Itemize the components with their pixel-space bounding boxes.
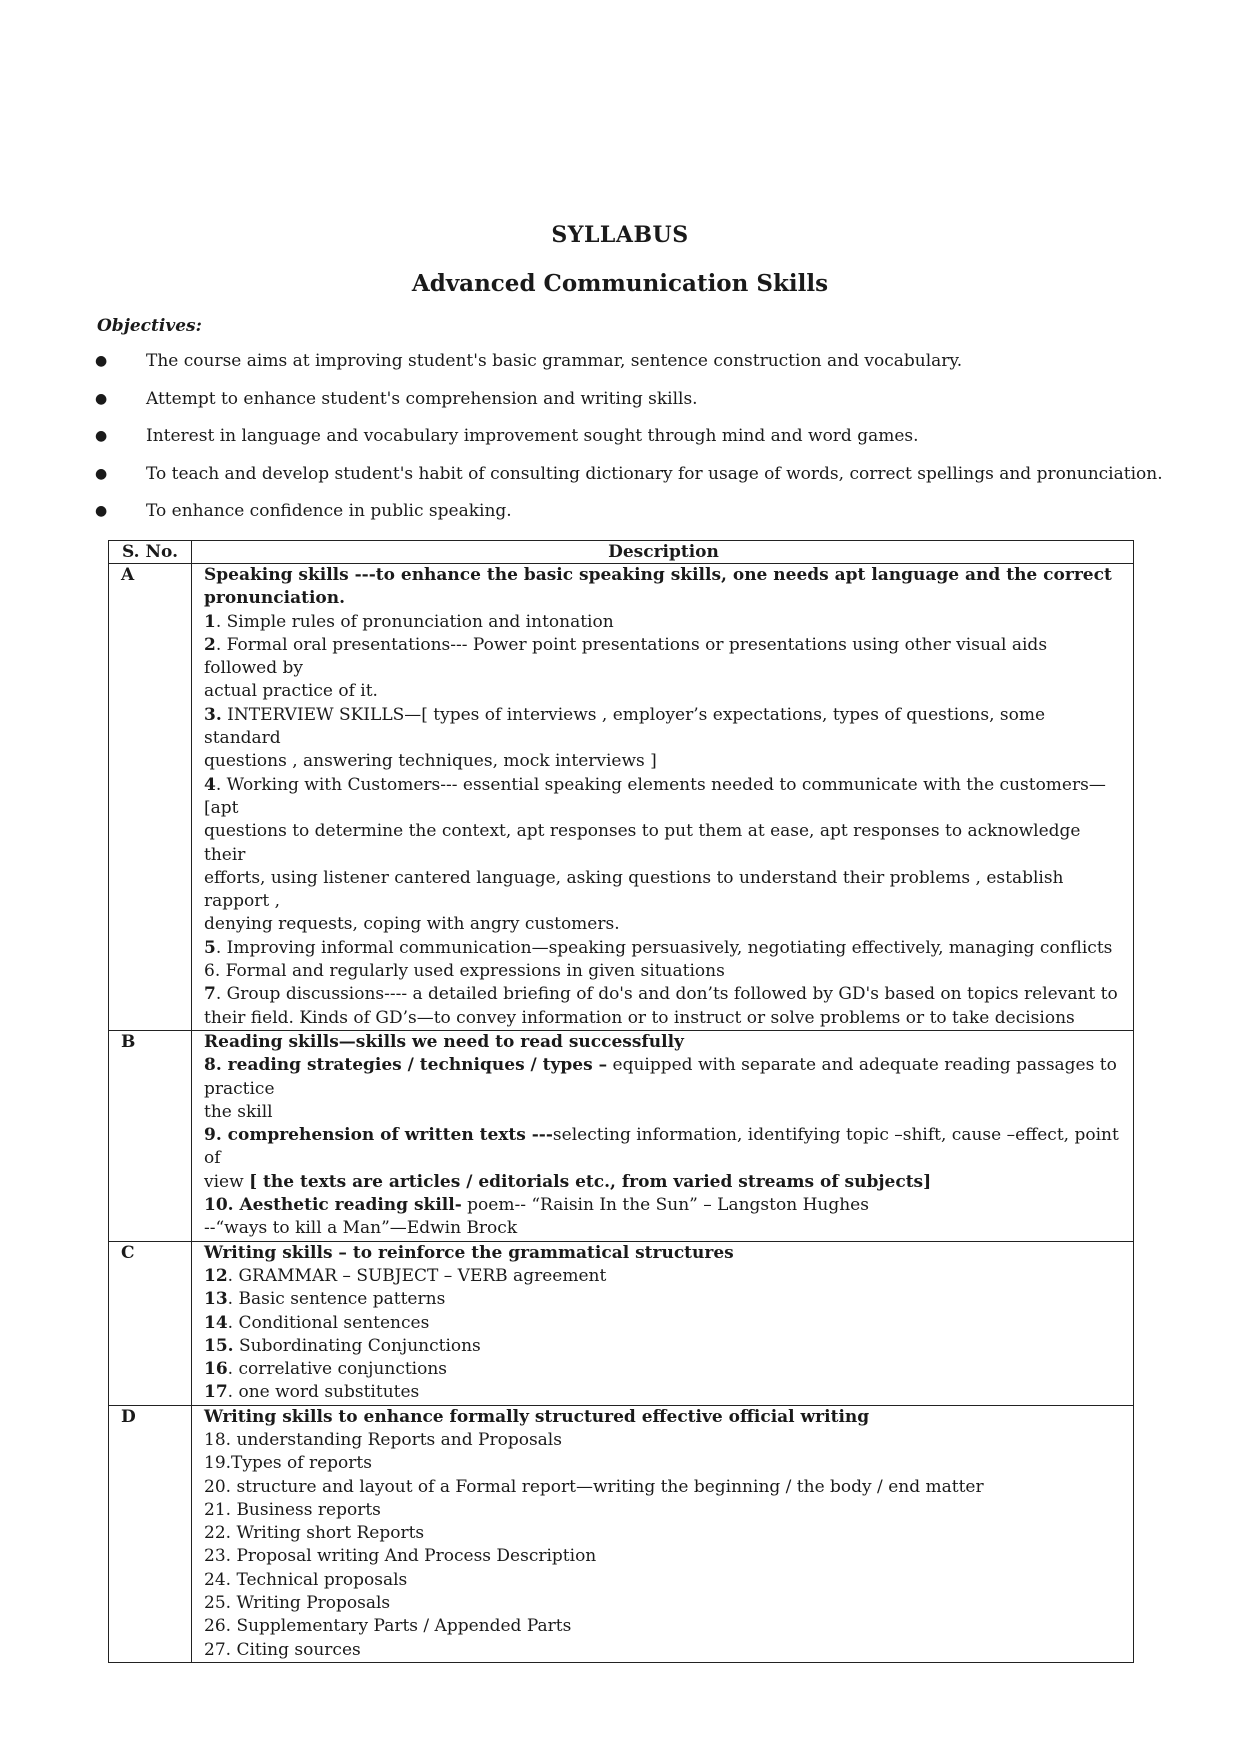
plain-text: actual practice of it. [204, 681, 378, 702]
bold-text: 14 [204, 1312, 228, 1333]
description-line [204, 1054, 1123, 1101]
plain-text: poem-- “Raisin In the Sun” – Langston Hughes [461, 1195, 869, 1216]
plain-text: 23. Proposal writing And Process Description [204, 1546, 597, 1567]
plain-text: 22. Writing short Reports [204, 1523, 425, 1544]
plain-text: the skill [204, 1101, 273, 1122]
bold-text: Reading skills—skills we need to read successfully [204, 1031, 684, 1052]
bullet-icon: ● [95, 465, 108, 482]
bold-text: 5 [204, 937, 216, 958]
row-sno: A [109, 564, 192, 1031]
bold-text: 8. reading strategies / techniques / types – [204, 1055, 608, 1076]
description-line [204, 1381, 1123, 1404]
plain-text: equipped with separate and adequate reading passages to practice [204, 1055, 1117, 1099]
plain-text: 20. structure and layout of a Formal report—writing the beginning / the body / end matter [204, 1476, 984, 1497]
bold-text: 13 [204, 1289, 228, 1310]
description-line [204, 634, 1123, 681]
bold-text: 3. [204, 704, 222, 725]
description-line [204, 1031, 1123, 1054]
description-line [204, 704, 1123, 751]
plain-text: view [204, 1171, 250, 1192]
description-line [204, 1545, 1123, 1568]
plain-text: 26. Supplementary Parts / Appended Parts [204, 1616, 572, 1637]
description-line [204, 1265, 1123, 1288]
bullet-icon: ● [95, 503, 108, 519]
description-line [204, 1429, 1123, 1452]
description-line [204, 750, 1123, 773]
bullet-icon: ● [95, 390, 108, 407]
bold-text: [ the texts are articles / editorials etc., from varied streams of subjects] [249, 1171, 932, 1192]
plain-text: selecting information, identifying topic –shift, cause –effect, point of [204, 1125, 1119, 1169]
description-line [204, 1406, 1123, 1429]
list-item [0, 499, 1240, 537]
list-item [0, 462, 1240, 500]
description-line [204, 960, 1123, 983]
plain-text: INTERVIEW SKILLS—[ types of interviews , employer’s expectations, types of questions, some standard [204, 704, 1046, 749]
plain-text: . Simple rules of pronunciation and intonation [215, 611, 614, 632]
description-line [204, 1639, 1123, 1662]
plain-text: . one word substitutes [227, 1382, 420, 1403]
list-item [0, 349, 1240, 387]
description-line [204, 680, 1123, 703]
description-line [204, 1452, 1123, 1475]
page-title: SYLLABUS [551, 222, 689, 248]
course-title: Advanced Communication Skills [411, 270, 829, 297]
description-line [204, 937, 1123, 960]
plain-text: questions , answering techniques, mock interviews ] [204, 751, 657, 772]
description-line [204, 1171, 1123, 1194]
description-line [204, 867, 1123, 914]
plain-text: 24. Technical proposals [204, 1569, 408, 1590]
plain-text: questions to determine the context, apt responses to put them at ease, apt responses to acknowledge their [204, 821, 1081, 865]
table-row [109, 1030, 1134, 1241]
objective-text: Attempt to enhance student's comprehension and writing skills. [146, 388, 698, 409]
objective-text: To enhance confidence in public speaking. [146, 501, 512, 521]
objective-text: The course aims at improving student's basic grammar, sentence construction and vocabulary. [146, 351, 963, 371]
table-row [109, 1405, 1134, 1662]
bold-text: 7 [204, 984, 216, 1005]
table-body [109, 564, 1134, 1663]
row-sno: B [109, 1030, 192, 1241]
description-line [204, 1615, 1123, 1638]
table-header-row [109, 541, 1134, 564]
description-line [204, 1592, 1123, 1615]
description-line [204, 1522, 1123, 1545]
header-description: Description [192, 541, 1134, 564]
objective-text: Interest in language and vocabulary improvement sought through mind and word games. [146, 426, 919, 446]
description-line [204, 1358, 1123, 1381]
plain-text: --“ways to kill a Man”—Edwin Brock [204, 1218, 518, 1239]
bold-text: 15. [204, 1335, 234, 1356]
plain-text: denying requests, coping with angry customers. [204, 914, 620, 935]
plain-text: . Formal oral presentations--- Power point presentations or presentations using other visual aids followed by [204, 634, 1048, 679]
description-line [204, 1288, 1123, 1311]
description-line [204, 1569, 1123, 1592]
plain-text: . Group discussions---- a detailed briefing of do's and don’ts followed by GD's based on topics relevant to [215, 984, 1118, 1005]
plain-text: . Conditional sentences [227, 1312, 430, 1333]
description-line [204, 1194, 1123, 1217]
row-description [192, 1405, 1134, 1662]
plain-text: 19.Types of reports [204, 1453, 372, 1474]
row-description [192, 1241, 1134, 1405]
bold-text: 12 [204, 1265, 228, 1286]
header-sno: S. No. [109, 541, 192, 564]
bold-text: 16 [204, 1359, 228, 1380]
table-row [109, 564, 1134, 1031]
description-line [204, 1335, 1123, 1358]
bold-text: Speaking skills ---to enhance the basic speaking skills, one needs apt language and the correct [204, 565, 1112, 585]
plain-text: . correlative conjunctions [227, 1359, 448, 1380]
objectives-list [0, 349, 1240, 537]
description-line [204, 1101, 1123, 1124]
bullet-icon: ● [95, 353, 108, 369]
description-line [204, 1242, 1123, 1265]
plain-text: . Basic sentence patterns [227, 1289, 446, 1310]
bold-text: Writing skills to enhance formally structured effective official writing [204, 1406, 870, 1427]
list-item [0, 424, 1240, 462]
bold-text: 4 [204, 774, 216, 795]
bold-text: 1 [204, 611, 216, 632]
plain-text: . Improving informal communication—speaking persuasively, negotiating effectively, managing conflicts [215, 937, 1113, 958]
row-sno: D [109, 1405, 192, 1662]
plain-text: Subordinating Conjunctions [233, 1335, 481, 1356]
description-line [204, 1007, 1123, 1030]
description-line [204, 611, 1123, 634]
row-description [192, 1030, 1134, 1241]
description-line [204, 1476, 1123, 1499]
description-line [204, 1312, 1123, 1335]
bold-text: pronunciation. [204, 588, 346, 609]
table-row [109, 1241, 1134, 1405]
description-line [204, 1499, 1123, 1522]
description-line [204, 913, 1123, 936]
bold-text: 17 [204, 1382, 228, 1403]
objective-text: To teach and develop student's habit of consulting dictionary for usage of words, correct spellings and pronunciation. [146, 463, 1163, 484]
syllabus-table [108, 540, 1134, 1663]
bold-text: 10. Aesthetic reading skill- [204, 1195, 462, 1216]
plain-text: 27. Citing sources [204, 1639, 361, 1660]
bold-text: 9. comprehension of written texts --- [204, 1125, 553, 1146]
description-line [204, 774, 1123, 821]
description-line [204, 564, 1123, 587]
description-line [204, 820, 1123, 867]
plain-text: 21. Business reports [204, 1499, 381, 1520]
plain-text: . Working with Customers--- essential speaking elements needed to communicate with the customers—[apt [204, 774, 1106, 818]
bold-text: Writing skills – to reinforce the grammatical structures [204, 1242, 734, 1263]
description-line [204, 983, 1123, 1006]
row-sno: C [109, 1241, 192, 1405]
plain-text: efforts, using listener cantered language, asking questions to understand their problems , establish rapport , [204, 867, 1064, 912]
description-line [204, 587, 1123, 610]
plain-text: their field. Kinds of GD’s—to convey information or to instruct or solve problems or to take decisions [204, 1007, 1075, 1028]
description-line [204, 1124, 1123, 1171]
plain-text: 6. Formal and regularly used expressions in given situations [204, 961, 725, 982]
bold-text: 2 [204, 634, 216, 655]
row-description [192, 564, 1134, 1031]
plain-text: 25. Writing Proposals [204, 1593, 391, 1614]
description-line [204, 1217, 1123, 1240]
list-item [0, 387, 1240, 425]
bullet-icon: ● [95, 428, 108, 444]
plain-text: . GRAMMAR – SUBJECT – VERB agreement [227, 1265, 607, 1286]
objectives-label: Objectives: [97, 316, 202, 336]
plain-text: 18. understanding Reports and Proposals [204, 1429, 562, 1450]
